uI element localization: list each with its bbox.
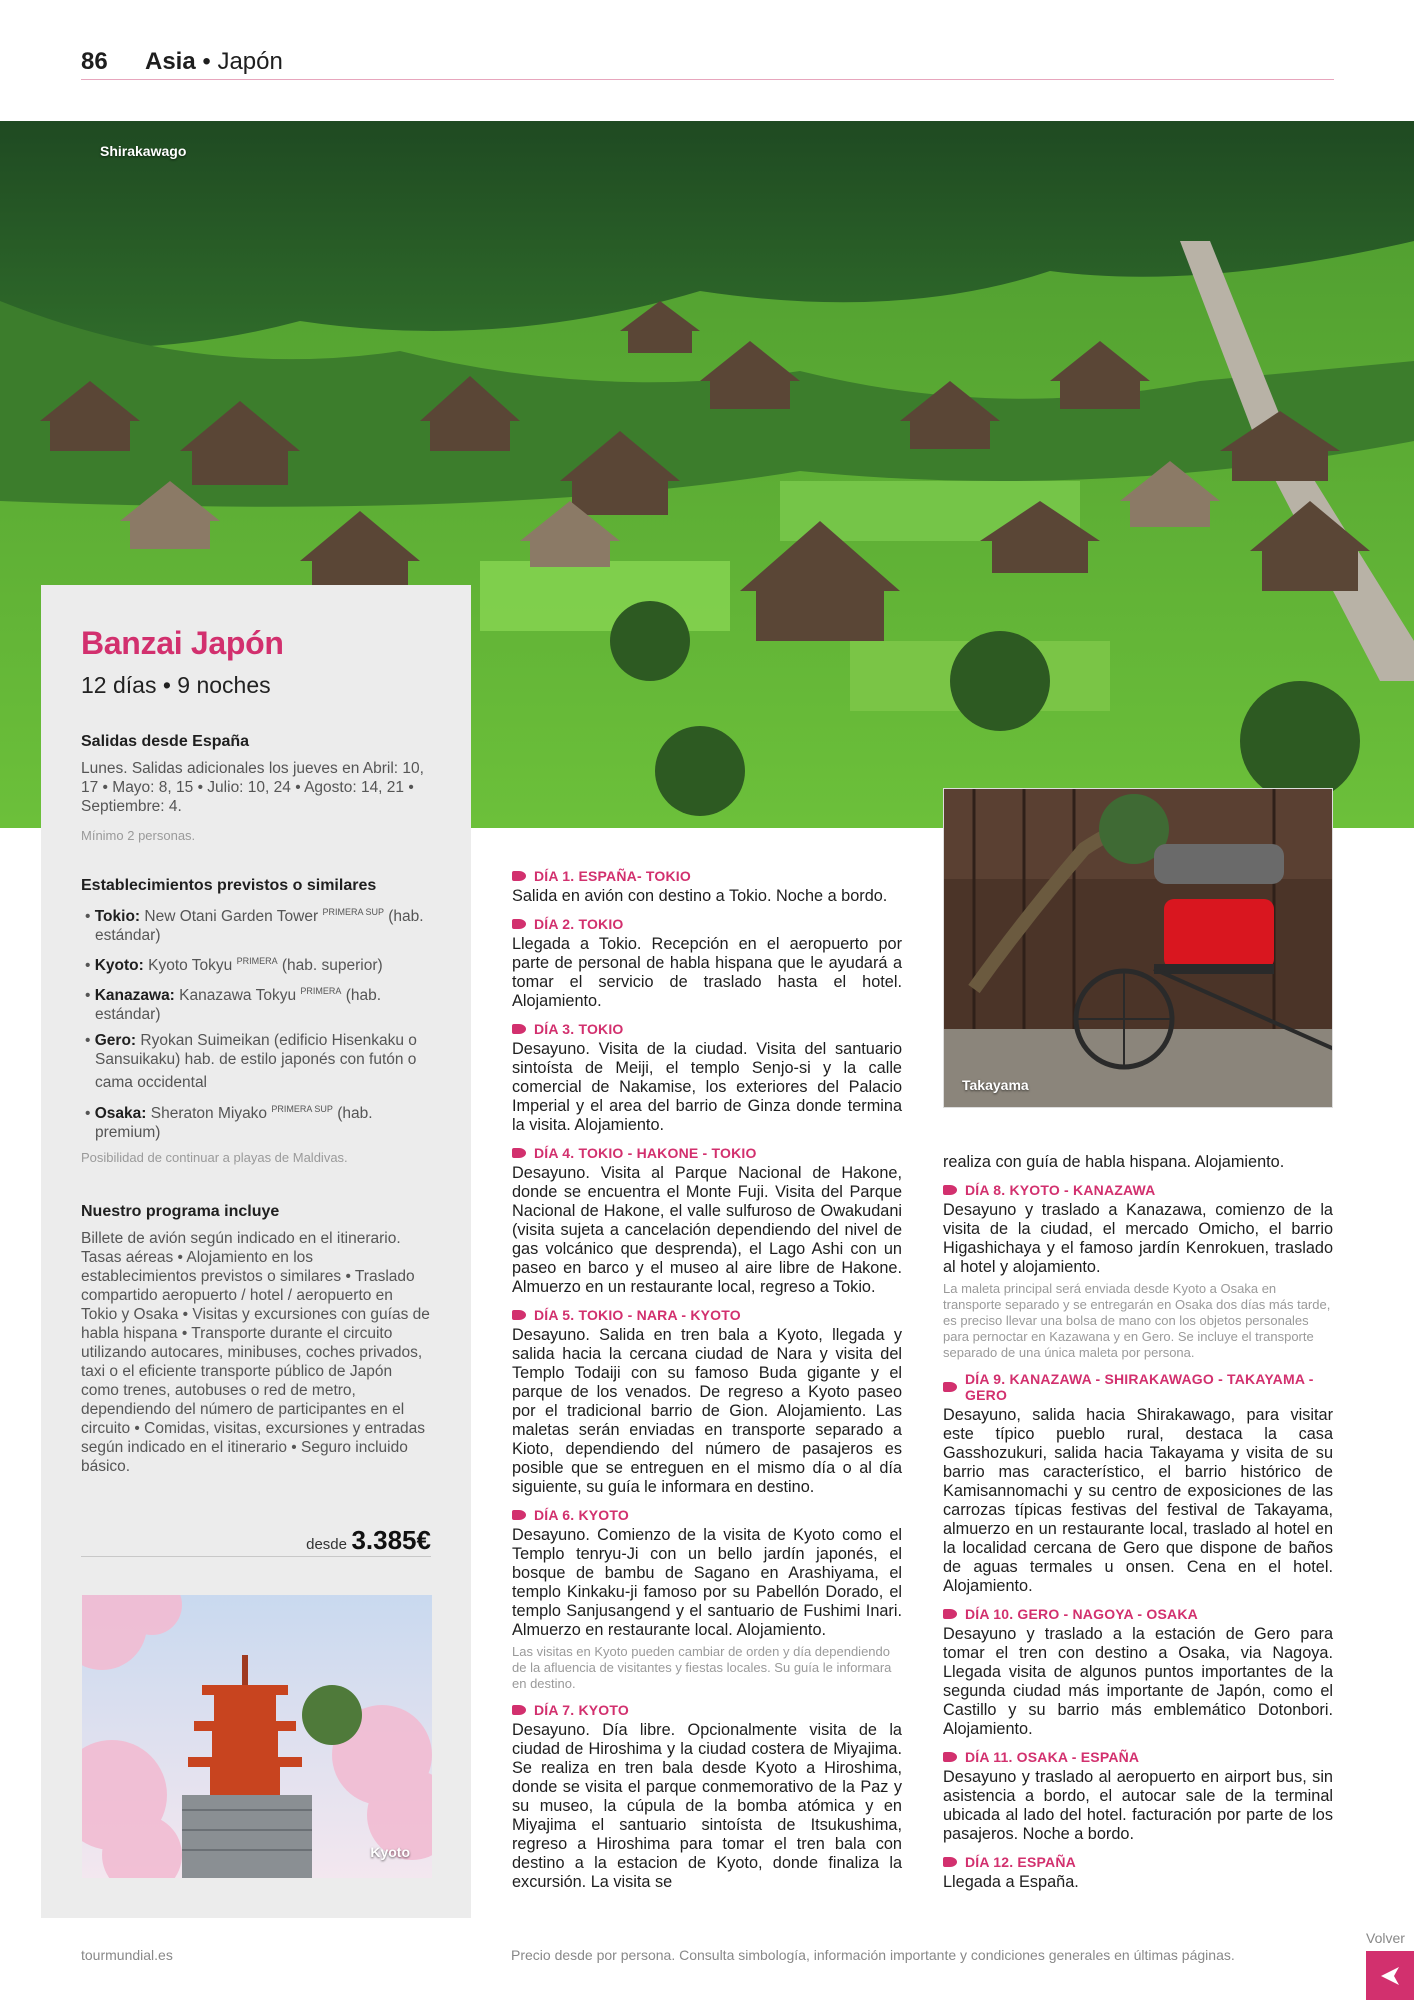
day-text: Desayuno y traslado a la estación de Gero para tomar el tren con destino a Osaka, via Nagoya. Llegada visita de algunos puntos importantes de la segunda ciudad más importante de Japón, como el Castillo y su barrio más emblemático Dotonbori. Alojamiento.: [943, 1625, 1333, 1738]
back-label[interactable]: Volver: [1366, 1930, 1405, 1946]
day-title: DÍA 4. TOKIO - HAKONE - TOKIO: [534, 1145, 757, 1161]
day-title: DÍA 3. TOKIO: [534, 1021, 624, 1037]
day-marker-icon: [512, 1705, 526, 1715]
day-title: DÍA 12. ESPAÑA: [965, 1854, 1076, 1870]
itinerary-day: [512, 1507, 902, 1692]
itinerary-day: [512, 1145, 902, 1297]
trip-duration: 12 días • 9 noches: [81, 672, 271, 698]
hotels-heading: Establecimientos previstos o similares: [81, 877, 377, 894]
kyoto-image-label: Kyoto: [370, 1844, 410, 1860]
day-title: DÍA 2. TOKIO: [534, 916, 624, 932]
includes-heading: Nuestro programa incluye: [81, 1202, 280, 1220]
itinerary-day: [512, 868, 902, 906]
itinerary-day: [512, 1021, 902, 1135]
price-divider: [81, 1556, 431, 1557]
day-text: Desayuno. Comienzo de la visita de Kyoto como el Templo tenryu-Ji con un bello jardín japonés, el bosque de bambu de Sagano en Arashiyama, el templo Kinkaku-ji famoso por su Pabellón Dorado, el templo Sanjusangend y el santuario de Fushimi Inari. Almuerzo en restaurante local. Alojamiento.: [512, 1526, 902, 1639]
itinerary-day: [943, 1371, 1333, 1596]
itinerary-day: [512, 1307, 902, 1497]
day-title: DÍA 6. KYOTO: [534, 1507, 629, 1523]
departures-heading: Salidas desde España: [81, 733, 250, 750]
breadcrumb: Asia • Japón: [145, 48, 283, 75]
itinerary-day: [943, 1606, 1333, 1739]
day-text: Desayuno, salida hacia Shirakawago, para visitar este típico pueblo rural, destaca la casa Gasshozukuri, salida hacia Takayama y visita de su barrio mas característico, el barrio histórico de Kamisannomachi y su centro de exposiciones de las carrozas típicas festivas del festival de Takayama, almuerzo en un restaurante local, traslado al hotel en la localidad cercana de Gero que dispone de baños de aguas termales u onsen. Cena en el hotel. Alojamiento.: [943, 1406, 1333, 1595]
day-title: DÍA 1. ESPAÑA- TOKIO: [534, 868, 691, 884]
itinerary-day: [943, 1182, 1333, 1361]
day-note: Las visitas en Kyoto pueden cambiar de orden y día dependiendo de la afluencia de visitantes y fiestas locales. Su guía le informara en destino.: [512, 1644, 892, 1691]
price-currency: €: [416, 1525, 431, 1555]
maldivas-note: Posibilidad de continuar a playas de Maldivas.: [81, 1149, 348, 1165]
day-title: DÍA 5. TOKIO - NARA - KYOTO: [534, 1307, 741, 1323]
footer-site-link[interactable]: tourmundial.es: [81, 1947, 173, 1963]
includes-text: Billete de avión según indicado en el itinerario. Tasas aéreas • Alojamiento en los establecimientos previstos o similares • Traslado compartido aeropuerto / hotel / aeropuerto en Tokio y Osaka • Visitas y excursiones con guías de habla hispana • Transporte durante el circuito utilizando autocares, minibuses, coches privados, taxi o el eficiente transporte público de Japón como trenes, autobuses o red de metro, dependiendo del número de participantes en el circuito • Comidas, visitas, excursiones y entradas según indicado en el itinerario • Seguro incluido básico.: [81, 1229, 430, 1475]
day-marker-icon: [943, 1609, 957, 1619]
day-marker-icon: [512, 1510, 526, 1520]
day-note: La maleta principal será enviada desde Kyoto a Osaka en transporte separado y se entregarán en Osaka dos días más tarde, es preciso llevar una bolsa de mano con los objetos personales para pernoctar en Kazawana y en Gero. Se incluye el transporte separado de una única maleta por persona.: [943, 1281, 1331, 1360]
day-marker-icon: [512, 1024, 526, 1034]
takayama-image-label: Takayama: [962, 1077, 1029, 1093]
hotel-item: • Gero: Ryokan Suimeikan (edificio Hisenkaku o Sansuikaku) hab. de estilo japonés con futón o cama occidental: [85, 1032, 417, 1092]
departures-text: Lunes. Salidas adicionales los jueves en Abril: 10, 17 • Mayo: 8, 15 • Julio: 10, 24 • Agosto: 14, 21 • Septiembre: 4.: [81, 760, 424, 815]
price-prefix: desde: [306, 1536, 347, 1553]
day-title: DÍA 9. KANAZAWA - SHIRAKAWAGO - TAKAYAMA - GERO: [965, 1371, 1314, 1403]
arrow-left-icon: [1377, 1963, 1403, 1989]
day-marker-icon: [943, 1382, 957, 1392]
day-text-continuation: realiza con guía de habla hispana. Alojamiento.: [943, 1153, 1285, 1171]
hero-image-label: Shirakawago: [100, 143, 187, 159]
hotel-item: • Kanazawa: Kanazawa Tokyu $^{PRIMERA}$ (hab. estándar): [85, 986, 382, 1024]
page-header: [81, 44, 1334, 80]
breadcrumb-region: Asia: [145, 48, 196, 75]
day-marker-icon: [943, 1857, 957, 1867]
footer-disclaimer: Precio desde por persona. Consulta simbología, información importante y condiciones generales en últimas páginas.: [511, 1947, 1235, 1963]
itinerary-day: [943, 1854, 1333, 1892]
day-text: Salida en avión con destino a Tokio. Noche a bordo.: [512, 887, 888, 905]
day-text: Desayuno y traslado al aeropuerto en airport bus, sin asistencia a bordo, el autocar sale de la terminal ubicada al lado del hotel. facturación por parte de los pasajeros. Noche a bordo.: [943, 1768, 1333, 1843]
day-text: Desayuno. Visita al Parque Nacional de Hakone, donde se encuentra el Monte Fuji. Visita del Parque Nacional de Hakone, el valle sulfuroso de Owakudani (visita sujeta a cancelación dependiendo del nivel de gas volcánico que desprenda), el Lago Ashi con un paseo en barco y el museo al aire libre de Hakone. Almuerzo en un restaurante local, regreso a Tokio.: [512, 1164, 902, 1296]
day-marker-icon: [512, 871, 526, 881]
day-text: Desayuno. Día libre. Opcionalmente visita de la ciudad de Hiroshima y la ciudad costera de Miyajima. Se realiza en tren bala desde Kyoto a Hiroshima, donde se visita el parque conmemorativo de la Paz y su museo, la cúpula de la bomba atómica y en Miyajima el santuario sintoísta de Itsukushima, regreso a Hiroshima para tomar el tren bala con destino a la estacion de Kyoto, donde finaliza la excursión. La visita se: [512, 1721, 902, 1891]
itinerary-day: [943, 1749, 1333, 1844]
hotel-item: • Kyoto: Kyoto Tokyu $^{PRIMERA}$ (hab. superior): [85, 956, 383, 975]
price-value: 3.385: [351, 1525, 417, 1555]
breadcrumb-country: Japón: [217, 48, 283, 75]
day-marker-icon: [943, 1185, 957, 1195]
day-marker-icon: [512, 1310, 526, 1320]
day-marker-icon: [943, 1752, 957, 1762]
price-block: [81, 1525, 431, 1556]
day-title: DÍA 10. GERO - NAGOYA - OSAKA: [965, 1606, 1198, 1622]
itinerary-column-2: [943, 1150, 1333, 1902]
day-marker-icon: [512, 1148, 526, 1158]
hotels-list: [81, 903, 431, 1142]
day-text: Desayuno y traslado a Kanazawa, comienzo de la visita de la ciudad, el mercado Omicho, el barrio Higashichaya y el famoso jardín Kenrokuen, traslado al hotel y alojamiento.: [943, 1201, 1333, 1276]
minimum-people-note: Mínimo 2 personas.: [81, 828, 196, 843]
itinerary-column-1: [512, 868, 902, 1902]
day-text: Desayuno. Salida en tren bala a Kyoto, llegada y salida hacia la cercana ciudad de Nara y visita del Templo Todaiji con su famoso Buda gigante y el parque de los venados. De regreso a Kyoto paseo por el tradicional barrio de Gion. Alojamiento. Las maletas serán enviadas en transporte separado a Kioto, dependiendo del número de pasajeros es posible que se entreguen en el mismo día o al día siguiente, su guía le informara en destino.: [512, 1326, 902, 1496]
day-text: Desayuno. Visita de la ciudad. Visita del santuario sintoísta de Meiji, el templo Senjo-si y la calle comercial de Nakamise, los exteriores del Palacio Imperial y el area del barrio de Ginza donde termina la visita. Alojamiento.: [512, 1040, 902, 1134]
page-number: 86: [81, 48, 108, 75]
day-marker-icon: [512, 919, 526, 929]
kyoto-pagoda-image: [82, 1595, 432, 1878]
day-title: DÍA 7. KYOTO: [534, 1702, 629, 1718]
day-title: DÍA 8. KYOTO - KANAZAWA: [965, 1182, 1156, 1198]
hotel-item: • Tokio: New Otani Garden Tower $^{PRIMERA SUP}$ (hab. estándar): [85, 907, 424, 945]
trip-title: Banzai Japón: [81, 625, 284, 661]
back-button[interactable]: [1366, 1951, 1414, 2000]
itinerary-day: [512, 916, 902, 1011]
day-text: Llegada a Tokio. Recepción en el aeropuerto por parte de personal de habla hispana que le ayudará a tomar el servicio de traslado hasta el hotel. Alojamiento.: [512, 935, 902, 1010]
itinerary-day: [512, 1702, 902, 1892]
day-text: Llegada a España.: [943, 1873, 1079, 1891]
day-title: DÍA 11. OSAKA - ESPAÑA: [965, 1749, 1140, 1765]
hotel-item: • Osaka: Sheraton Miyako $^{PRIMERA SUP}$ (hab. premium): [85, 1103, 373, 1141]
takayama-rickshaw-image: [943, 788, 1333, 1108]
